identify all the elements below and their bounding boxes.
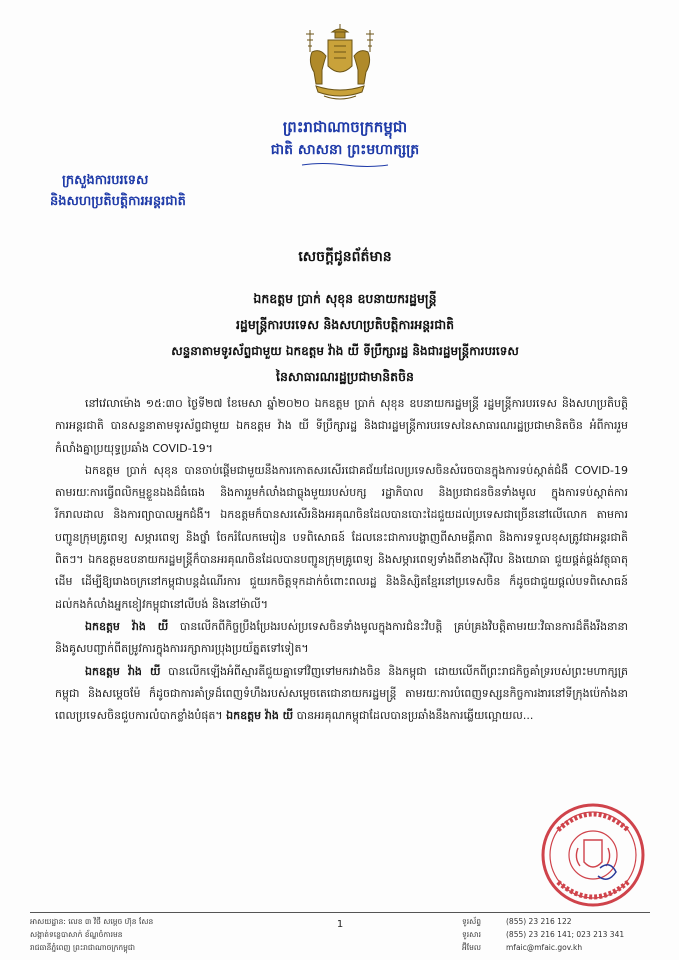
national-motto: ជាតិ សាសនា ព្រះមហាក្សត្រ [270, 142, 420, 158]
footer-address: អាសយដ្ឋាន: លេខ ៣ វិថី សម្តេច ហ៊ុន សែន សង្កាត់ទន្លេបាសាក់ ខ័ណ្ឌចំការមន រាជធានីភ្នំពេញ ព្រះរាជាណាចក្រកម្ពុជា [30, 915, 290, 954]
ministry-name-line1: ក្រសួងការបរទេស [62, 173, 149, 188]
paragraph-4 [55, 661, 628, 728]
paragraph-3-name: ឯកឧត្តម វ៉ាង យី [85, 619, 169, 633]
ministry-name-line2: និងសហប្រតិបត្តិការអន្តរជាតិ [50, 194, 186, 209]
address-line-3: រាជធានីភ្នំពេញ ព្រះរាជាណាចក្រកម្ពុជា [30, 943, 135, 952]
paragraph-4-text: បានលើកឡើងអំពីស្មារតីជួយគ្នាទៅវិញទៅមករវាងចិន និងកម្ពុជា ដោយលើកពីព្រះរាជកិច្ចគាំទ្ររបស់ព្រះមហាក្សត្រកម្ពុជា និងសម្តេចម៉ែ ក៏ដូចជាការគាំទ្រដ៏ពេញទំហឹងរបស់សម្តេចតេជោនាយករដ្ឋមន្ត្រី តាមរយៈការបំពេញទស្សនកិច្ចការងារនៅទីក្រុងប៉េកាំងនាពេលប្រទេសចិនជួបការលំបាកខ្លាំងបំផុត។ [55, 664, 629, 723]
kingdom-name: ព្រះរាជាណាចក្រកម្ពុជា [282, 118, 408, 136]
address-label: អាសយដ្ឋាន [30, 917, 64, 926]
address-line-1: លេខ ៣ វិថី សម្តេច ហ៊ុន សែន [68, 917, 154, 926]
email-address[interactable]: mfaic@mfaic.gov.kh [506, 943, 583, 952]
official-seal-stamp-icon [538, 800, 648, 910]
footer-contact [462, 915, 662, 954]
title-line-3: សន្ទនាតាមទូរស័ព្ទជាមួយ ឯកឧត្តម វ៉ាង យី ទីប្រឹក្សារដ្ឋ និងជារដ្ឋមន្ត្រីការបរទេស [171, 344, 519, 358]
address-line-2: សង្កាត់ទន្លេបាសាក់ ខ័ណ្ឌចំការមន [30, 930, 123, 939]
press-release-body [55, 393, 628, 727]
phone-number: (855) 23 216 122 [506, 917, 572, 926]
fax-number: (855) 23 216 141; 023 213 341 [506, 930, 625, 939]
paragraph-4-tail-name: ឯកឧត្តម វ៉ាង យី [226, 709, 294, 723]
email-label: អ៊ីមែល [462, 943, 482, 952]
phone-label: ទូរស័ព្ទ [462, 917, 482, 926]
paragraph-4-name: ឯកឧត្តម វ៉ាង យី [85, 664, 161, 678]
page-number: 1 [336, 919, 344, 930]
paragraph-1: នៅវេលាម៉ោង ១៥:៣០ ថ្ងៃទី២៧ ខែមេសា ឆ្នាំ២០២០ ឯកឧត្តម ប្រាក់ សុខុន ឧបនាយករដ្ឋមន្ត្រី រដ្ឋមន្ត្រីការបរទេស និងសហប្រតិបត្តិការអន្តរជាតិ បានសន្ទនាតាមទូរស័ព្ទជាមួយ ឯកឧត្តម វ៉ាង យី ទីប្រឹក្សារដ្ឋ និងជារដ្ឋមន្ត្រីការបរទេសនៃសាធារណរដ្ឋប្រជាមានិតចិន អំពីការរួមកំលាំងគ្នាប្រយុទ្ធប្រឆាំង COVID-19។ [55, 397, 628, 455]
paragraph-3-text: បានលើកពីកិច្ចប្រឹងប្រែងរបស់ប្រទេសចិនទាំងមូលក្នុងការជំនះវិបត្តិ គ្រប់គ្រងវិបត្តិតាមរយៈវិធានការដ៏តឹងរឹងនានា និងគូសបញ្ជាក់ពីតម្រូវការក្នុងការរក្សាការប្រុងប្រយ័ត្នតទៅទៀត។ [55, 619, 629, 656]
title-line-4: នៃសាធារណរដ្ឋប្រជាមានិតចិន [275, 369, 414, 384]
title-line-1: ឯកឧត្តម ប្រាក់ សុខុន ឧបនាយករដ្ឋមន្ត្រី [253, 291, 437, 306]
paragraph-2: ឯកឧត្តម ប្រាក់ សុខុន បានចាប់ផ្តើមជាមួយនឹងការកោតសរសើរជោគជ័យដែលប្រទេសចិនសំរេចបានក្នុងការទប់ស្កាត់ជំងឺ COVID-19 តាមរយៈការធ្វើពលិកម្មខ្លួនឯងដ៏ធំធេង និងការរួមកំលាំងជាធ្លុងមួយរបស់បក្ស រដ្ឋាភិបាល និងប្រជាជនចិនទាំងមូល ក្នុងការទប់ស្កាត់ការរីករាលដាល និងការព្យាបាលអ្នកជំងឺ។ ឯកឧត្តមក៏បានសរសើរនិងអរគុណចិនដែលបានបោះដៃជួយដល់ប្រទេសជាច្រើននៅលើលោក តាមការបញ្ជូនក្រុមគ្រូពេទ្យ សម្ភារពេទ្យ និងថ្នាំ ចែករំលែកមេរៀន បទពិសោធន៍ ដែលនេះជាការបង្ហាញពីសាមគ្គីភាព និងការទទួលខុសត្រូវជាអន្តរជាតិពិតៗ។ ឯកឧត្តមឧបនាយករដ្ឋមន្ត្រីក៏បានអរគុណចិនដែលបានបញ្ជូនក្រុមគ្រូពេទ្យ និងសម្ភារពេទ្យទាំងពីខាងស៊ីវិល និងយោធា ជួយផ្គត់ផ្គង់វត្ថុធាតុដើម ដើម្បីឱ្យរោងចក្រនៅកម្ពុជាបន្តដំណើរការ ជួយរកចិត្តទុកដាក់ចំពោះពលរដ្ឋ និងនិស្សិតខ្មែរនៅប្រទេសចិន ក៏ដូចជាជួយផ្តល់បទពិសោធន៍ដល់កងកំលាំងអ្នកខៀវកម្ពុជានៅលីបង់ និងនៅម៉ាលី។ [55, 463, 628, 611]
decorative-divider [300, 162, 390, 168]
document-type-heading: សេចក្តីជូនព័ត៌មាន [298, 249, 392, 265]
paragraph-4-tail-text: បានអរគុណកម្ពុជាដែលបានប្រឆាំងនឹងការឆ្លើយល្អោយល... [293, 709, 534, 723]
paragraph-3 [55, 616, 628, 661]
fax-label: ទូរសារ [462, 930, 482, 939]
title-line-2: រដ្ឋមន្ត្រីការបរទេស និងសហប្រតិបត្តិការអន្តរជាតិ [235, 317, 455, 332]
royal-coat-of-arms-icon [302, 22, 378, 108]
footer-divider [30, 912, 650, 913]
